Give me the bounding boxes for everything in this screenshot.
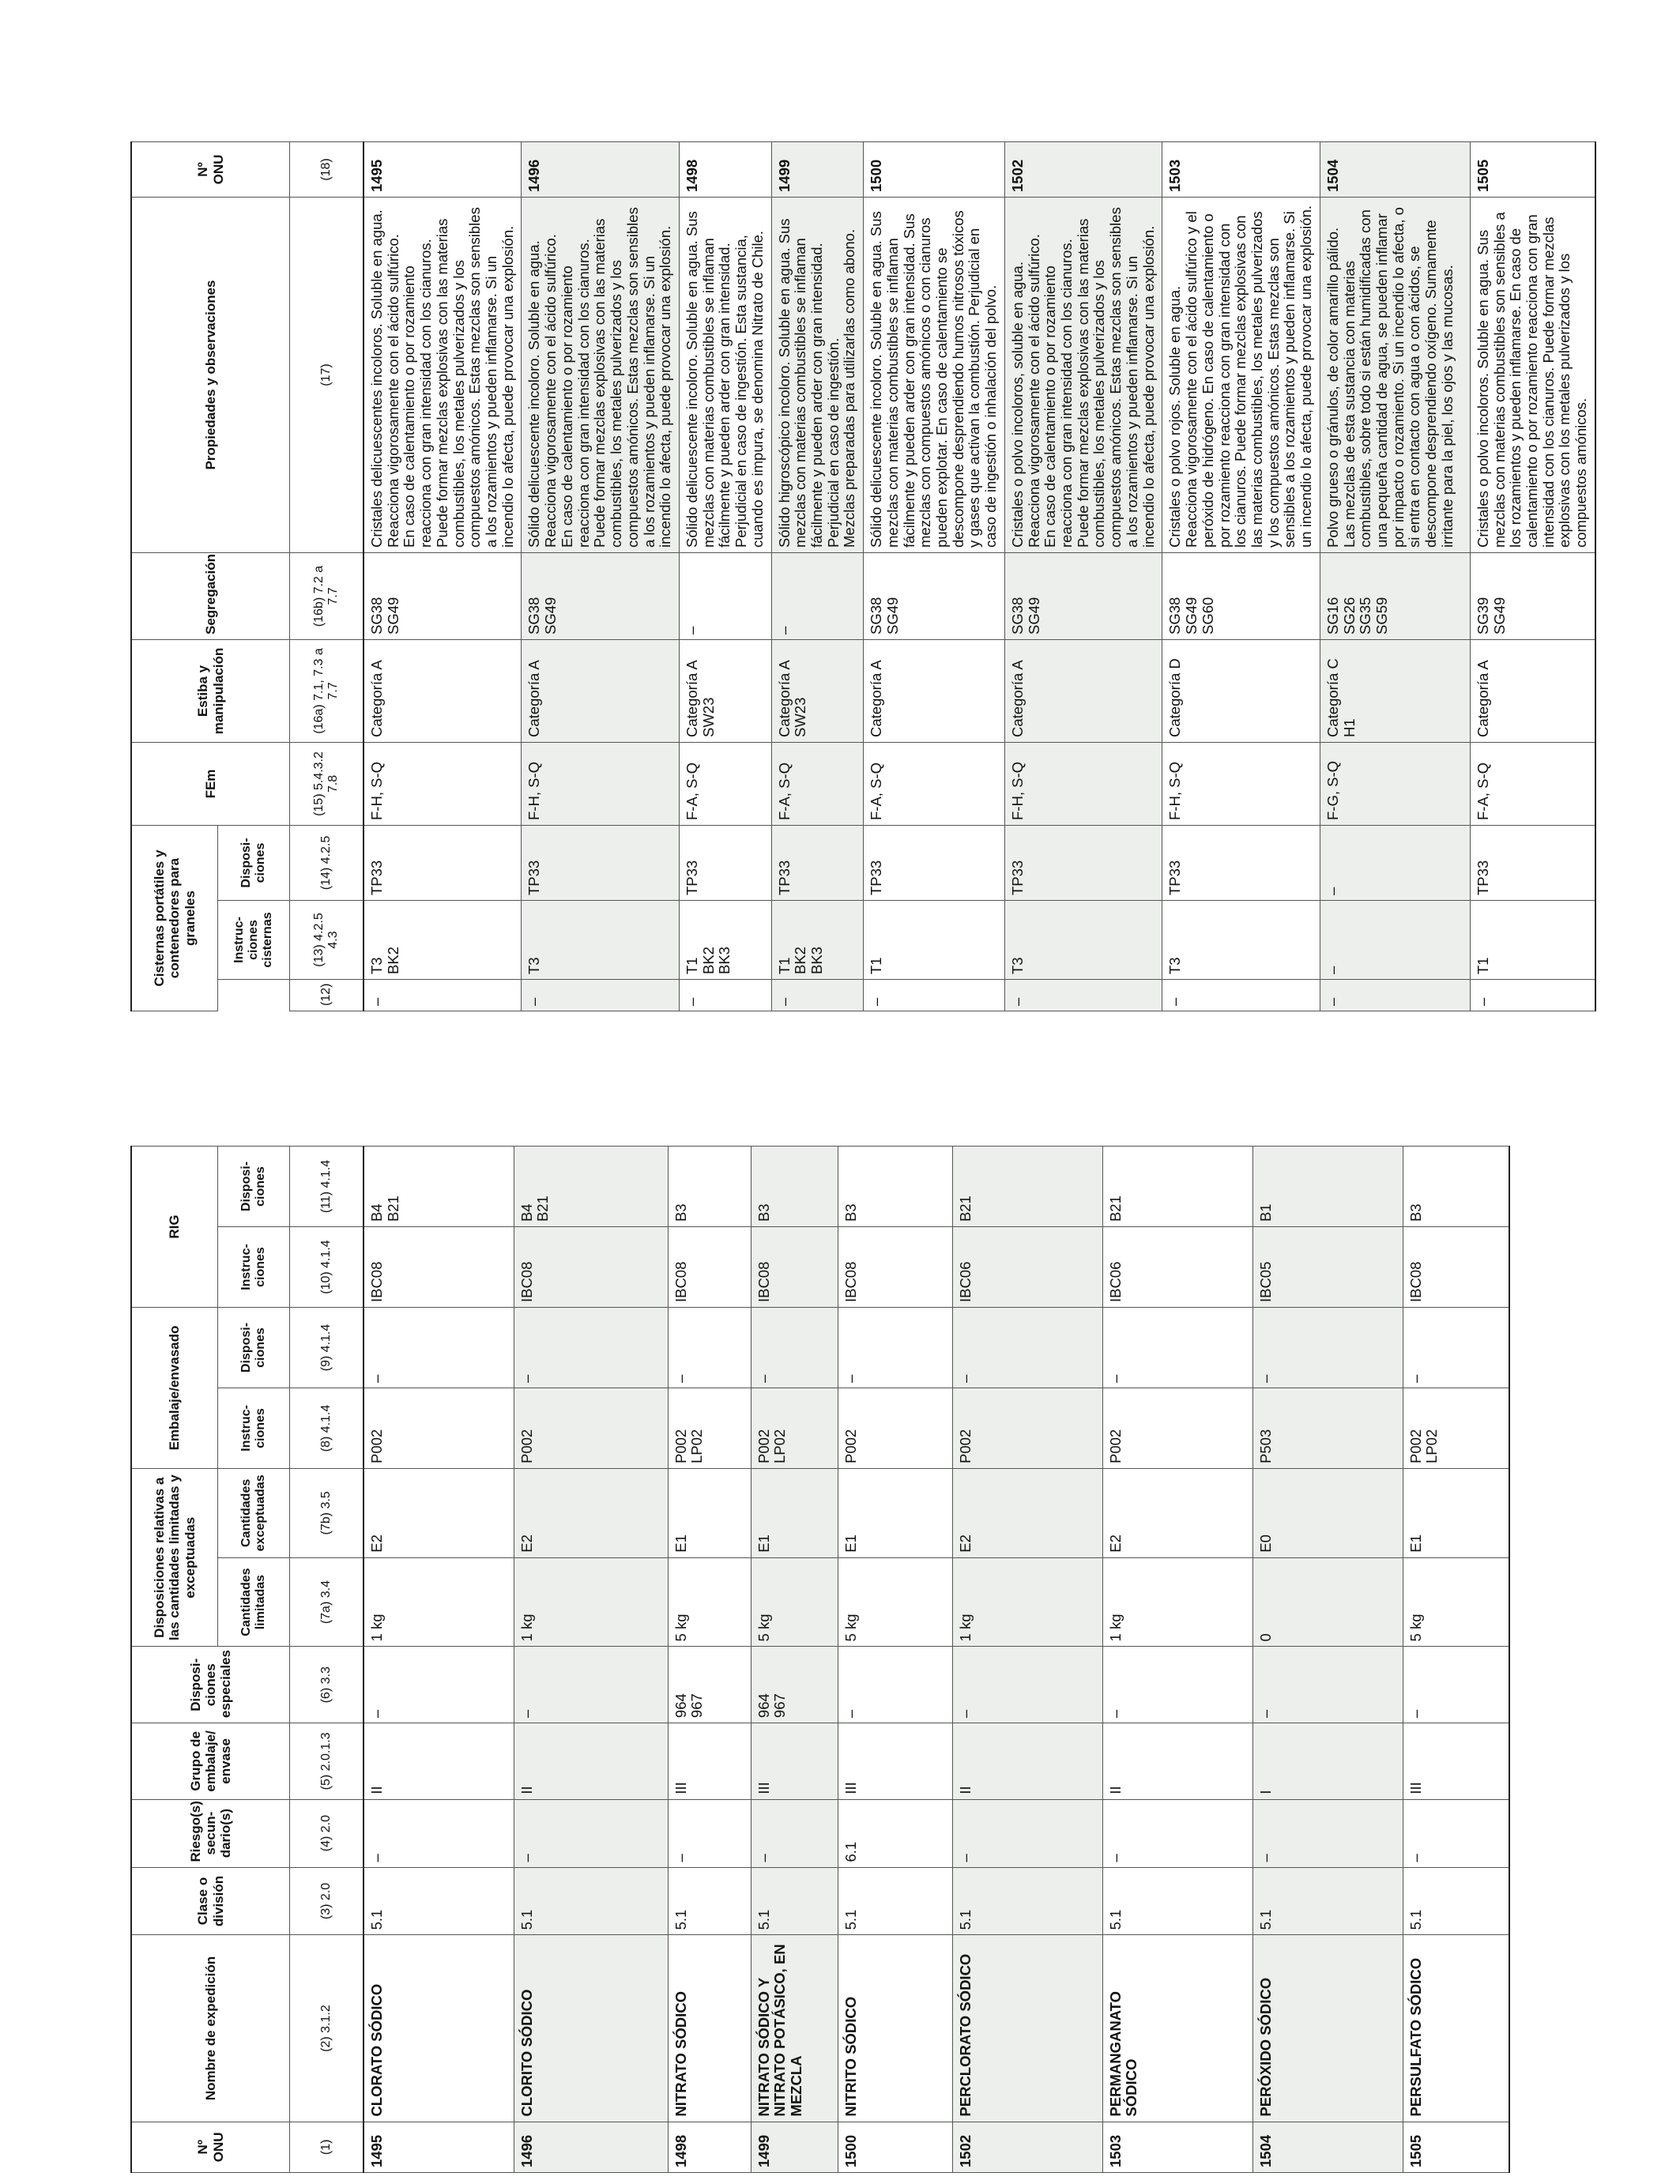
row-excepted-qty: E1 [838, 1469, 952, 1558]
row-un: 1502 [952, 2122, 1102, 2172]
row-rig-instr: IBC06 [952, 1227, 1102, 1308]
table-row [514, 1147, 668, 2173]
row-packing-group: I [1252, 1723, 1403, 1800]
header-limited: Cantidades limitadas [218, 1557, 290, 1647]
ref-12: (12) [290, 980, 364, 1011]
row-fem: F-A, S-Q [771, 743, 864, 826]
row-packing-instr: P503 [1252, 1388, 1403, 1469]
ref-9: (9) 4.1.4 [290, 1308, 364, 1388]
header-class: Clase o división [131, 1867, 290, 1935]
table-row [1320, 142, 1470, 1011]
row-un: 1496 [514, 2122, 668, 2172]
header-packing-group: Grupo de embalaje/ envase [131, 1723, 290, 1800]
row-excepted-qty: E1 [668, 1469, 751, 1558]
ref-7b: (7b) 3.5 [290, 1469, 364, 1558]
header-packing-prov: Disposi-ciones [218, 1308, 290, 1388]
row-name: PERMANGANATO SÓDICO [1102, 1935, 1252, 2122]
ref-8: (8) 4.1.4 [290, 1388, 364, 1469]
row-subrisk: – [363, 1799, 514, 1867]
row-segregation: SG39 SG49 [1470, 553, 1595, 640]
row-limited-qty: 5 kg [838, 1557, 952, 1647]
row-un-right: 1500 [864, 142, 1005, 198]
table-body-part1 [363, 1147, 1509, 2173]
row-rig-prov: B1 [1252, 1147, 1403, 1227]
dangerous-goods-table-part2 [130, 142, 1590, 1011]
row-properties: Cristales o polvo rojos. Soluble en agua. Reacciona vigorosamente con el ácido sulfúrico y el peróxido de hidrógeno. En caso de calentamiento o por rozamiento reacciona con gran intensidad con los cianuros. Puede formar mezclas explosivas con las materias combustibles, los metales pulverizados y los compuestos amónicos. Estas mezclas son sensibles a los rozamientos y pueden inflamarse. Si un incendio lo afecta, puede provocar una explosión. [1162, 198, 1320, 553]
row-packing-group: II [1102, 1723, 1252, 1800]
row-stowage: Categoría A [522, 640, 679, 743]
row-un: 1500 [838, 2122, 952, 2172]
row-properties: Cristales o polvo incoloros. Soluble en agua. Sus mezclas con materias combustibles son sensibles a los rozamientos y pueden inflamarse. En caso de calentamiento o por rozamiento reacciona con gran intensidad con los cianuros. Puede formar mezclas explosivas con los metales pulverizados y los compuestos amónicos. [1470, 198, 1595, 553]
ref-10: (10) 4.1.4 [290, 1227, 364, 1308]
header-tank-instr: Instruc-ciones cisternas [218, 901, 290, 980]
ref-11: (11) 4.1.4 [290, 1147, 364, 1227]
header-name: Nombre de expedición [131, 1935, 290, 2122]
header-packing-instr: Instruc-ciones [218, 1388, 290, 1469]
row-tank-prov: TP33 [363, 826, 522, 901]
row-rig-prov: B3 [838, 1147, 952, 1227]
row-tank-instr: – [1320, 901, 1470, 980]
row-tank-prov: TP33 [679, 826, 771, 901]
row-fem: F-H, S-Q [1004, 743, 1162, 826]
row-un: 1498 [668, 2122, 751, 2172]
row-packing-instr: P002 LP02 [668, 1388, 751, 1469]
row-packing-instr: P002 LP02 [1403, 1388, 1509, 1469]
row-segregation: SG38 SG49 [1004, 553, 1162, 640]
row-stowage: Categoría A [864, 640, 1005, 743]
row-rig-prov: B3 [668, 1147, 751, 1227]
row-special: – [1403, 1647, 1509, 1723]
row-un: 1499 [751, 2122, 838, 2172]
row-name: NITRITO SÓDICO [838, 1935, 952, 2122]
row-un-right: 1504 [1320, 142, 1470, 198]
row-segregation: SG38 SG49 [522, 553, 679, 640]
row-rig-prov: B3 [751, 1147, 838, 1227]
row-subrisk: – [952, 1799, 1102, 1867]
row-rig-instr: IBC08 [514, 1227, 668, 1308]
row-stowage: Categoría A [1004, 640, 1162, 743]
table-columns-12-18 [130, 141, 1596, 1011]
row-packing-instr: P002 [514, 1388, 668, 1469]
header-properties: Propiedades y observaciones [131, 198, 290, 553]
row-special: 964 967 [668, 1647, 751, 1723]
row-limited-qty: 0 [1252, 1557, 1403, 1647]
row-tank-prov: TP33 [1470, 826, 1595, 901]
table-body-part2 [363, 142, 1595, 1011]
row-tank-instr: T1 BK2 BK3 [679, 901, 771, 980]
row-fem: F-H, S-Q [1162, 743, 1320, 826]
row-name: CLORITO SÓDICO [514, 1935, 668, 2122]
header-segregation: Segregación [131, 553, 290, 640]
row-un-right: 1505 [1470, 142, 1595, 198]
row-tank-instr: T1 [864, 901, 1005, 980]
row-fem: F-H, S-Q [522, 743, 679, 826]
row-properties: Cristales delicuescentes incoloros. Soluble en agua. Reacciona vigorosamente con el ácido sulfúrico. En caso de calentamiento o por rozamiento reacciona con gran intensidad con los cianuros. Puede formar mezclas explosivas con las materias combustibles, los metales pulverizados y los compuestos amónicos. Estas mezclas son sensibles a los rozamientos y pueden inflamarse. Si un incendio lo afecta, puede provocar una explosión. [363, 198, 522, 553]
row-segregation: – [771, 553, 864, 640]
row-tank-instr: T3 BK2 [363, 901, 522, 980]
ref-14: (14) 4.2.5 [290, 826, 364, 901]
ref-18: (18) [290, 142, 364, 198]
row-name: NITRATO SÓDICO [668, 1935, 751, 2122]
row-excepted-qty: E2 [514, 1469, 668, 1558]
row-fem: F-H, S-Q [363, 743, 522, 826]
row-properties: Sólido delicuescente incoloro. Soluble en agua. Sus mezclas con materias combustibles se inflaman fácilmente y pueden arder con gran intensidad. Sus mezclas con compuestos amónicos o con cianuros pueden explotar. En caso de calentamiento se descompone desprendiendo humos nitrosos tóxicos y gases que activan la combustión. Perjudicial en caso de ingestión o inhalación del polvo. [864, 198, 1005, 553]
row-fem: F-G, S-Q [1320, 743, 1470, 826]
row-packing-instr: P002 [838, 1388, 952, 1469]
row-rig-prov: B3 [1403, 1147, 1509, 1227]
ref-7a: (7a) 3.4 [290, 1557, 364, 1647]
row-tank-prov: TP33 [1004, 826, 1162, 901]
table-row [864, 142, 1005, 1011]
header-rig-instr: Instruc-ciones [218, 1227, 290, 1308]
table-row [1403, 1147, 1509, 2173]
row-name: NITRATO SÓDICO Y NITRATO POTÁSICO, EN MEZCLA [751, 1935, 838, 2122]
row-un: 1504 [1252, 2122, 1403, 2172]
row-limited-qty: 1 kg [952, 1557, 1102, 1647]
row-rig-instr: IBC05 [1252, 1227, 1403, 1308]
row-rig-prov: B4 B21 [363, 1147, 514, 1227]
row-limited-qty: 1 kg [1102, 1557, 1252, 1647]
row-tank-instr: T1 BK2 BK3 [771, 901, 864, 980]
row-limited-qty: 5 kg [668, 1557, 751, 1647]
header-un-right: Nº ONU [131, 142, 290, 198]
header-packing: Embalaje/envasado [131, 1308, 218, 1469]
row-un: 1503 [1102, 2122, 1252, 2172]
ref-15: (15) 5.4.3.2 7.8 [290, 743, 364, 826]
row-class: 5.1 [952, 1867, 1102, 1935]
row-packing-group: III [751, 1723, 838, 1800]
header-special-provisions: Disposi-ciones especiales [131, 1647, 290, 1723]
header-rig: RIG [131, 1147, 218, 1308]
row-special: – [838, 1647, 952, 1723]
row-properties: Sólido higroscópico incoloro. Soluble en agua. Sus mezclas con materias combustibles se inflaman fácilmente y pueden arder con gran intensidad. Perjudicial en caso de ingestión. Mezclas preparadas para utilizarlas como abono. [771, 198, 864, 553]
row-class: 5.1 [1403, 1867, 1509, 1935]
ref-4: (4) 2.0 [290, 1799, 364, 1867]
row-limited-qty: 1 kg [363, 1557, 514, 1647]
row-limited-qty: 5 kg [751, 1557, 838, 1647]
row-col12: – [1470, 980, 1595, 1011]
row-packing-group: II [363, 1723, 514, 1800]
row-rig-prov: B21 [952, 1147, 1102, 1227]
header-tank-prov: Disposi-ciones [218, 826, 290, 901]
row-segregation: – [679, 553, 771, 640]
row-rig-instr: IBC08 [838, 1227, 952, 1308]
row-col12: – [1004, 980, 1162, 1011]
header-limited-excepted: Disposiciones relativas a las cantidades limitadas y exceptuadas [131, 1469, 218, 1647]
row-class: 5.1 [514, 1867, 668, 1935]
row-excepted-qty: E2 [363, 1469, 514, 1558]
header-rig-prov: Disposi-ciones [218, 1147, 290, 1227]
row-packing-prov: – [952, 1308, 1102, 1388]
row-rig-instr: IBC08 [363, 1227, 514, 1308]
row-segregation: SG38 SG49 [864, 553, 1005, 640]
ref-2: (2) 3.1.2 [290, 1935, 364, 2122]
row-rig-instr: IBC08 [1403, 1227, 1509, 1308]
row-un-right: 1495 [363, 142, 522, 198]
row-name: CLORATO SÓDICO [363, 1935, 514, 2122]
row-special: – [952, 1647, 1102, 1723]
row-packing-prov: – [668, 1308, 751, 1388]
row-un-right: 1502 [1004, 142, 1162, 198]
row-stowage: Categoría A SW23 [771, 640, 864, 743]
table-row [838, 1147, 952, 2173]
table-row [679, 142, 771, 1011]
row-segregation: SG38 SG49 SG60 [1162, 553, 1320, 640]
row-un: 1495 [363, 2122, 514, 2172]
row-special: 964 967 [751, 1647, 838, 1723]
row-packing-group: III [668, 1723, 751, 1800]
row-name: PERCLORATO SÓDICO [952, 1935, 1102, 2122]
table-row [1470, 142, 1595, 1011]
row-rig-instr: IBC08 [668, 1227, 751, 1308]
row-stowage: Categoría D [1162, 640, 1320, 743]
row-tank-prov: TP33 [771, 826, 864, 901]
row-class: 5.1 [751, 1867, 838, 1935]
row-subrisk: 6.1 [838, 1799, 952, 1867]
ref-3: (3) 2.0 [290, 1867, 364, 1935]
header-tank-blank [218, 980, 290, 1011]
table-row [751, 1147, 838, 2173]
row-un-right: 1498 [679, 142, 771, 198]
row-excepted-qty: E2 [1102, 1469, 1252, 1558]
row-packing-prov: – [838, 1308, 952, 1388]
ref-5: (5) 2.0.1.3 [290, 1723, 364, 1800]
table-row [1102, 1147, 1252, 2173]
row-packing-instr: P002 [952, 1388, 1102, 1469]
header-subrisk: Riesgo(s) secun-dario(s) [131, 1799, 290, 1867]
row-col12: – [1162, 980, 1320, 1011]
row-packing-prov: – [1403, 1308, 1509, 1388]
ref-16b: (16b) 7.2 a 7.7 [290, 553, 364, 640]
row-packing-instr: P002 LP02 [751, 1388, 838, 1469]
row-col12: – [679, 980, 771, 1011]
row-col12: – [522, 980, 679, 1011]
row-tank-instr: T3 [522, 901, 679, 980]
header-fem: FEm [131, 743, 290, 826]
row-special: – [1252, 1647, 1403, 1723]
row-packing-group: II [514, 1723, 668, 1800]
row-subrisk: – [1102, 1799, 1252, 1867]
row-stowage: Categoría A SW23 [679, 640, 771, 743]
row-subrisk: – [668, 1799, 751, 1867]
header-un: Nº ONU [131, 2122, 290, 2172]
table-row [668, 1147, 751, 2173]
row-properties: Sólido delicuescente incoloro. Soluble en agua. Reacciona vigorosamente con el ácido sulfúrico. En caso de calentamiento o por rozamiento reacciona con gran intensidad con los cianuros. Puede formar mezclas explosivas con las materias combustibles, los metales pulverizados y los compuestos amónicos. Estas mezclas son sensibles a los rozamientos y pueden inflamarse. Si un incendio lo afecta, puede provocar una explosión. [522, 198, 679, 553]
ref-16a: (16a) 7.1, 7.3 a 7.7 [290, 640, 364, 743]
row-packing-group: III [838, 1723, 952, 1800]
row-packing-prov: – [514, 1308, 668, 1388]
row-segregation: SG16 SG26 SG35 SG59 [1320, 553, 1470, 640]
row-limited-qty: 5 kg [1403, 1557, 1509, 1647]
row-col12: – [1320, 980, 1470, 1011]
header-excepted: Cantidades exceptuadas [218, 1469, 290, 1558]
ref-13: (13) 4.2.5 4.3 [290, 901, 364, 980]
row-class: 5.1 [1252, 1867, 1403, 1935]
row-stowage: Categoría A [363, 640, 522, 743]
row-un-right: 1499 [771, 142, 864, 198]
row-excepted-qty: E1 [751, 1469, 838, 1558]
row-stowage: Categoría A [1470, 640, 1595, 743]
row-name: PERSULFATO SÓDICO [1403, 1935, 1509, 2122]
header-stowage: Estiba y manipulación [131, 640, 290, 743]
row-rig-prov: B4 B21 [514, 1147, 668, 1227]
row-tank-instr: T3 [1004, 901, 1162, 980]
row-tank-prov: TP33 [1162, 826, 1320, 901]
row-limited-qty: 1 kg [514, 1557, 668, 1647]
row-class: 5.1 [363, 1867, 514, 1935]
row-properties: Polvo grueso o gránulos, de color amarillo pálido. Las mezclas de esta sustancia con materias combustibles, sobre todo si están humidificadas con una pequeña cantidad de agua, se pueden inflamar por impacto o rozamiento. Si un incendio lo afecta, o si entra en contacto con agua o con ácidos, se descompone desprendiendo oxígeno. Sumamente irritante para la piel, los ojos y las mucosas. [1320, 198, 1470, 553]
dangerous-goods-table-part1 [130, 1146, 1441, 2173]
row-subrisk: – [1403, 1799, 1509, 1867]
row-rig-instr: IBC08 [751, 1227, 838, 1308]
table-row [363, 142, 522, 1011]
table-row [1162, 142, 1320, 1011]
row-rig-instr: IBC06 [1102, 1227, 1252, 1308]
row-class: 5.1 [838, 1867, 952, 1935]
ref-6: (6) 3.3 [290, 1647, 364, 1723]
ref-1: (1) [290, 2122, 364, 2172]
row-special: – [514, 1647, 668, 1723]
table-row [363, 1147, 514, 2173]
row-un-right: 1496 [522, 142, 679, 198]
row-properties: Cristales o polvo incoloros, soluble en agua. Reacciona vigorosamente con el ácido sulfúrico. En caso de calentamiento o por rozamiento reacciona con gran intensidad con los cianuros. Puede formar mezclas explosivas con las materias combustibles, los metales pulverizados y los compuestos amónicos. Estas mezclas son sensibles a los rozamientos y pueden inflamarse. Si un incendio lo afecta, puede provocar una explosión. [1004, 198, 1162, 553]
table-row [522, 142, 679, 1011]
row-col12: – [363, 980, 522, 1011]
row-packing-prov: – [363, 1308, 514, 1388]
row-tank-prov: TP33 [864, 826, 1005, 901]
row-class: 5.1 [1102, 1867, 1252, 1935]
table-row [771, 142, 864, 1011]
row-subrisk: – [751, 1799, 838, 1867]
row-un: 1505 [1403, 2122, 1509, 2172]
row-special: – [363, 1647, 514, 1723]
row-col12: – [771, 980, 864, 1011]
table-row [1252, 1147, 1403, 2173]
row-packing-prov: – [751, 1308, 838, 1388]
table-row [952, 1147, 1102, 2173]
row-fem: F-A, S-Q [679, 743, 771, 826]
row-tank-instr: T3 [1162, 901, 1320, 980]
ref-17: (17) [290, 198, 364, 553]
row-excepted-qty: E0 [1252, 1469, 1403, 1558]
table-row [1004, 142, 1162, 1011]
row-properties: Sólido delicuescente incoloro. Soluble en agua. Sus mezclas con materias combustibles se inflaman fácilmente y pueden arder con gran intensidad. Perjudicial en caso de ingestión. Esta sustancia, cuando es impura, se denomina Nitrato de Chile. [679, 198, 771, 553]
row-tank-instr: T1 [1470, 901, 1595, 980]
row-rig-prov: B21 [1102, 1147, 1252, 1227]
row-tank-prov: – [1320, 826, 1470, 901]
row-packing-group: III [1403, 1723, 1509, 1800]
row-fem: F-A, S-Q [1470, 743, 1595, 826]
row-packing-group: II [952, 1723, 1102, 1800]
table-columns-1-11 [130, 1146, 1510, 2173]
row-packing-prov: – [1252, 1308, 1403, 1388]
row-excepted-qty: E1 [1403, 1469, 1509, 1558]
row-packing-prov: – [1102, 1308, 1252, 1388]
row-packing-instr: P002 [1102, 1388, 1252, 1469]
row-col12: – [864, 980, 1005, 1011]
row-subrisk: – [514, 1799, 668, 1867]
row-special: – [1102, 1647, 1252, 1723]
row-tank-prov: TP33 [522, 826, 679, 901]
row-stowage: Categoría C H1 [1320, 640, 1470, 743]
header-tanks: Cisternas portátiles y contenedores para graneles [131, 826, 218, 1011]
row-fem: F-A, S-Q [864, 743, 1005, 826]
row-name: PERÓXIDO SÓDICO [1252, 1935, 1403, 2122]
row-segregation: SG38 SG49 [363, 553, 522, 640]
row-excepted-qty: E2 [952, 1469, 1102, 1558]
row-subrisk: – [1252, 1799, 1403, 1867]
row-un-right: 1503 [1162, 142, 1320, 198]
row-packing-instr: P002 [363, 1388, 514, 1469]
row-class: 5.1 [668, 1867, 751, 1935]
